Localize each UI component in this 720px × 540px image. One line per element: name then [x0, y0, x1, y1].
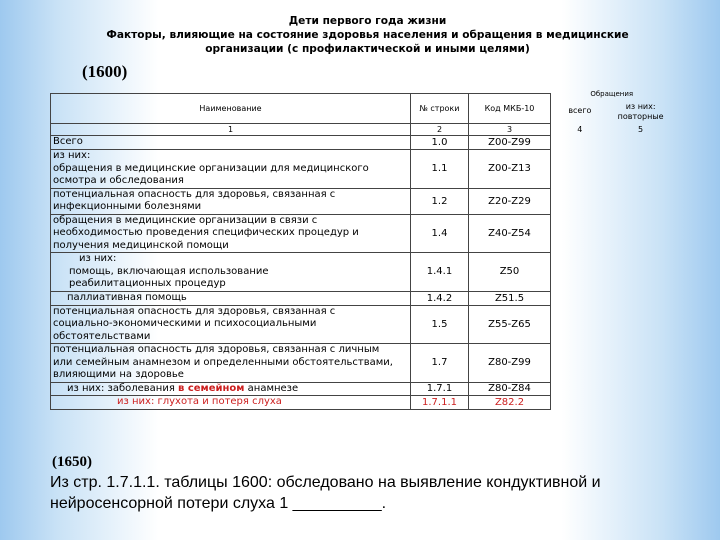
- row-no: 1.5: [411, 305, 469, 344]
- note-text: Из стр. 1.7.1.1. таблицы 1600: обследовано на выявление кондуктивной и нейросенсорной потери слуха 1 __________.: [50, 474, 601, 512]
- row-code: Z55-Z65: [469, 305, 551, 344]
- highlight-family-history: в семейном: [178, 382, 245, 394]
- header-visits-group: [551, 89, 673, 124]
- row-name: из них: помощь, включающая использование реабилитационных процедур: [51, 253, 411, 292]
- table-row: [51, 305, 673, 344]
- col-number-3: 3: [469, 124, 551, 136]
- col-number-2: 2: [411, 124, 469, 136]
- row-name: обращения в медицинские организации в связи с необходимостью проведения специфических процедур и получения медицинской помощи: [51, 214, 411, 253]
- row-code: Z00-Z99: [469, 136, 551, 150]
- row-no: 1.7: [411, 344, 469, 383]
- title-line-1: Дети первого года жизни: [288, 15, 447, 27]
- row-name: потенциальная опасность для здоровья, связанная с социально-экономическими и психосоциальными обстоятельствами: [51, 305, 411, 344]
- col-number-1: 1: [51, 124, 411, 136]
- header-total: всего: [568, 105, 592, 115]
- header-name: Наименование: [51, 94, 411, 124]
- row-name: из них: заболевания в семейном анамнезе: [51, 382, 411, 396]
- table-row: [51, 214, 673, 253]
- row-code: Z51.5: [469, 291, 551, 305]
- table-row: [51, 253, 673, 292]
- header-visits: Обращения: [590, 89, 634, 98]
- table-row: [51, 136, 673, 150]
- row-name: Всего: [51, 136, 411, 150]
- row-code: Z00-Z13: [469, 150, 551, 189]
- header-row-no: № строки: [411, 94, 469, 124]
- row-name: потенциальная опасность для здоровья, связанная с инфекционными болезнями: [51, 188, 411, 214]
- row-code: Z20-Z29: [469, 188, 551, 214]
- row-no: 1.4.2: [411, 291, 469, 305]
- table-row: [51, 150, 673, 189]
- factors-table: [50, 89, 673, 410]
- row-code: Z80-Z84: [469, 382, 551, 396]
- row-no: 1.4.1: [411, 253, 469, 292]
- row-code: Z80-Z99: [469, 344, 551, 383]
- row-no: 1.0: [411, 136, 469, 150]
- table-row: [51, 344, 673, 383]
- title-line-2: Факторы, влияющие на состояние здоровья населения и обращения в медицинские: [106, 29, 629, 41]
- header-icd: Код МКБ-10: [469, 94, 551, 124]
- header-repeat: из них: повторные: [617, 101, 664, 121]
- page-title: [95, 14, 640, 56]
- row-no: 1.7.1.1: [411, 396, 469, 410]
- row-no: 1.7.1: [411, 382, 469, 396]
- row-name: паллиативная помощь: [51, 291, 411, 305]
- form-code: (1600): [82, 62, 128, 81]
- row-no: 1.2: [411, 188, 469, 214]
- title-line-3: организации (с профилактической и иными целями): [205, 43, 530, 55]
- note-form-code: (1650): [52, 454, 92, 470]
- row-code: Z82.2: [469, 396, 551, 410]
- row-name: из них: глухота и потеря слуха: [51, 396, 411, 410]
- header-row: [51, 94, 673, 124]
- col-number-4: 4: [577, 125, 583, 134]
- table-row: [51, 382, 673, 396]
- table-row: [51, 188, 673, 214]
- row-name: из них: обращения в медицинские организации для медицинского осмотра и обследования: [51, 150, 411, 189]
- col-number-5: 5: [637, 125, 644, 134]
- row-code: Z40-Z54: [469, 214, 551, 253]
- table-row: [51, 396, 673, 410]
- row-no: 1.1: [411, 150, 469, 189]
- row-no: 1.4: [411, 214, 469, 253]
- table-row: [51, 291, 673, 305]
- row-name: потенциальная опасность для здоровья, связанная с личным или семейным анамнезом и определенными обстоятельствами, влияющими на здоровье: [51, 344, 411, 383]
- row-code: Z50: [469, 253, 551, 292]
- column-numbers-row: [51, 124, 673, 136]
